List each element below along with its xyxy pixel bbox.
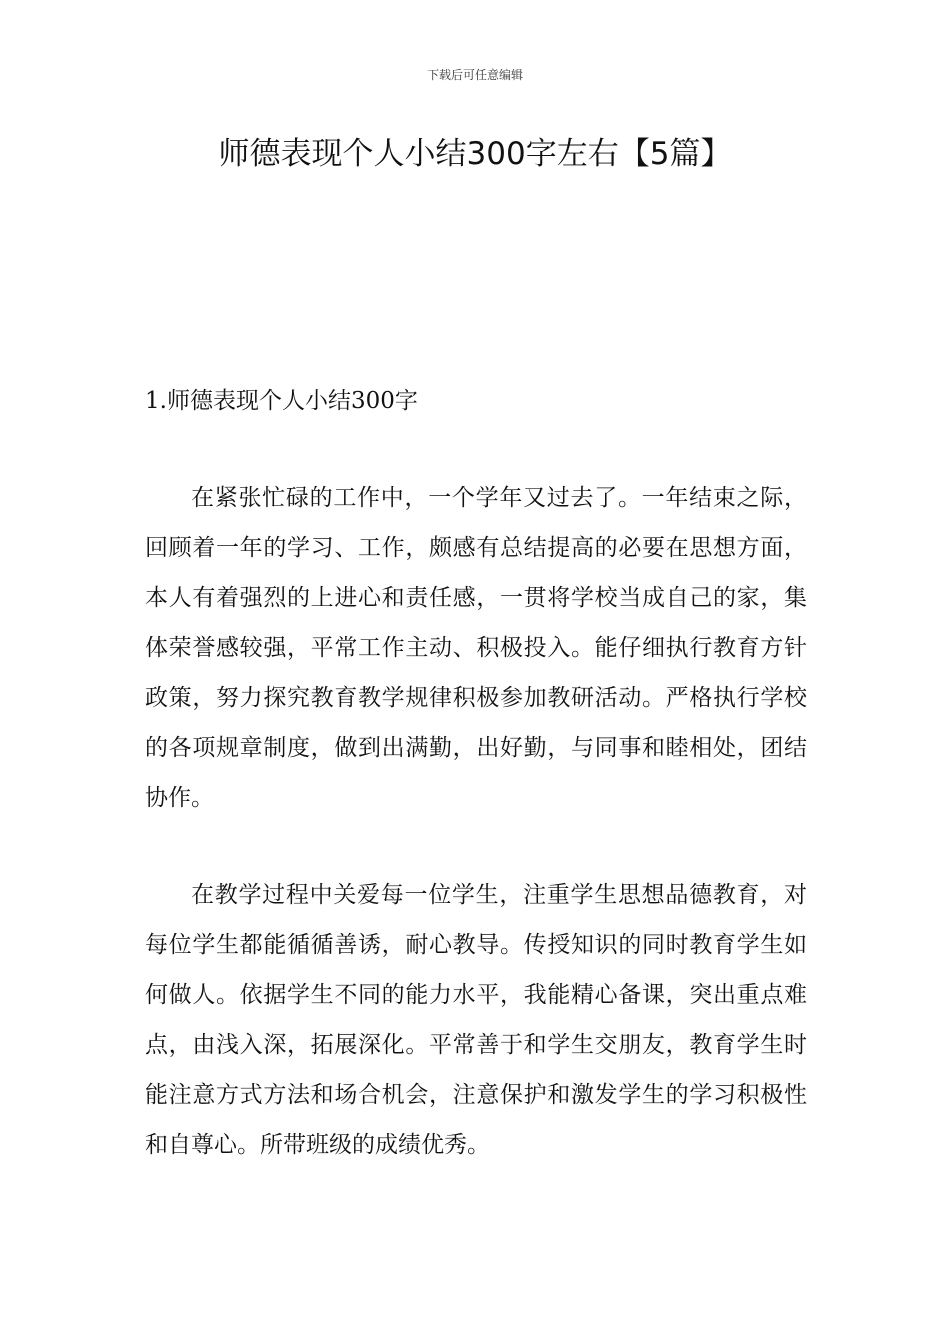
body-paragraph: 在紧张忙碌的工作中，一个学年又过去了。一年结束之际，回顾着一年的学习、工作，颇感有总结提高的必要在思想方面，本人有着强烈的上进心和责任感，一贯将学校当成自己的家，集体荣誉感较强，平常工作主动、积极投入。能仔细执行教育方针政策，努力探究教育教学规律积极参加教研活动。严格执行学校的各项规章制度，做到出满勤，出好勤，与同事和睦相处，团结协作。 [145, 485, 807, 811]
header-note: 下载后可任意编辑 [426, 68, 523, 82]
section-heading: 1.师德表现个人小结300字 [145, 388, 418, 414]
body-paragraph: 在教学过程中关爱每一位学生，注重学生思想品德教育，对每位学生都能循循善诱，耐心教导。传授知识的同时教育学生如何做人。依据学生不同的能力水平，我能精心备课，突出重点难点，由浅入深，拓展深化。平常善于和学生交朋友，教育学生时能注意方式方法和场合机会，注意保护和激发学生的学习积极性和自尊心。所带班级的成绩优秀。 [145, 882, 807, 1158]
document-title: 师德表现个人小结300字左右【5篇】 [218, 136, 732, 172]
